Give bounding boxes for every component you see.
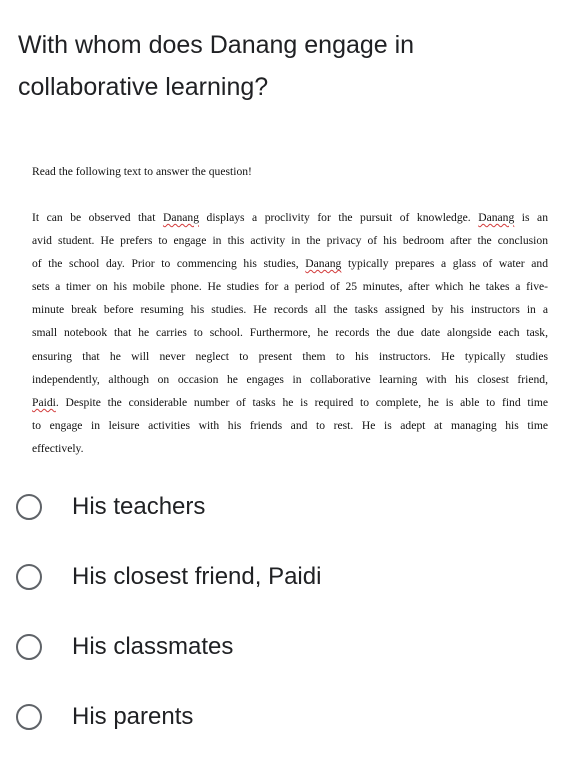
passage-line	[32, 275, 548, 298]
passage-line	[32, 368, 548, 391]
radio-button-icon[interactable]	[16, 704, 42, 730]
spellcheck-word: Danang	[478, 211, 515, 224]
passage-segment: small notebook that he carries to school. Furthermore, he records the due date alongside each task,	[32, 326, 548, 340]
passage-segment: to engage in leisure activities with his friends and to rest. He is adept at managing his time	[32, 418, 548, 432]
question-title: With whom does Danang engage in collaborative learning?	[18, 31, 415, 101]
passage-segment: sets a timer on his mobile phone. He studies for a period of 25 minutes, after which he takes a five-	[32, 280, 548, 294]
passage-line	[32, 391, 548, 414]
option-his-teachers[interactable]	[16, 487, 205, 527]
passage-line	[32, 437, 548, 460]
passage-line	[32, 414, 548, 437]
spellcheck-word: Danang	[305, 257, 342, 271]
spellcheck-word: Danang	[162, 211, 200, 224]
passage-line	[32, 252, 548, 275]
option-label: His closest friend, Paidi	[72, 563, 322, 590]
spellcheck-word: Paidi	[32, 395, 56, 409]
option-label: His teachers	[72, 493, 206, 520]
passage-line	[32, 229, 548, 252]
passage-segment: independently, although on occasion he engages in collaborative learning with his closest friend,	[32, 372, 548, 386]
option-label: His classmates	[72, 633, 234, 660]
option-his-classmates[interactable]	[16, 627, 233, 667]
passage-segment: is an	[514, 211, 548, 224]
passage-text	[32, 206, 548, 460]
option-label: His parents	[72, 703, 194, 730]
passage-line	[32, 345, 548, 368]
passage-segment: effectively.	[32, 441, 84, 455]
radio-button-icon[interactable]	[16, 564, 42, 590]
radio-button-icon[interactable]	[16, 634, 42, 660]
passage-segment: minute break before resuming his studies. He records all the tasks assigned by his instructors in a	[32, 303, 548, 317]
passage-segment: avid student. He prefers to engage in this activity in the privacy of his bedroom after the conclusion	[32, 234, 548, 248]
option-his-parents[interactable]	[16, 697, 193, 737]
passage-line	[32, 206, 548, 229]
passage-line	[32, 321, 548, 344]
passage-line	[32, 298, 548, 321]
radio-button-icon[interactable]	[16, 494, 42, 520]
passage-segment: ensuring that he will never neglect to present them to his instructors. He typically studies	[32, 349, 548, 363]
passage-instruction: Read the following text to answer the question!	[32, 165, 252, 178]
passage-segment: displays a proclivity for the pursuit of knowledge.	[199, 211, 479, 224]
passage-segment: It can be observed that	[32, 211, 163, 224]
option-his-closest-friend-paidi[interactable]	[16, 557, 321, 597]
passage-segment: typically prepares a glass of water and	[341, 257, 548, 271]
passage-segment: of the school day. Prior to commencing his studies,	[32, 257, 306, 271]
passage-segment: . Despite the considerable number of tasks he is required to complete, he is able to find time	[55, 395, 548, 409]
